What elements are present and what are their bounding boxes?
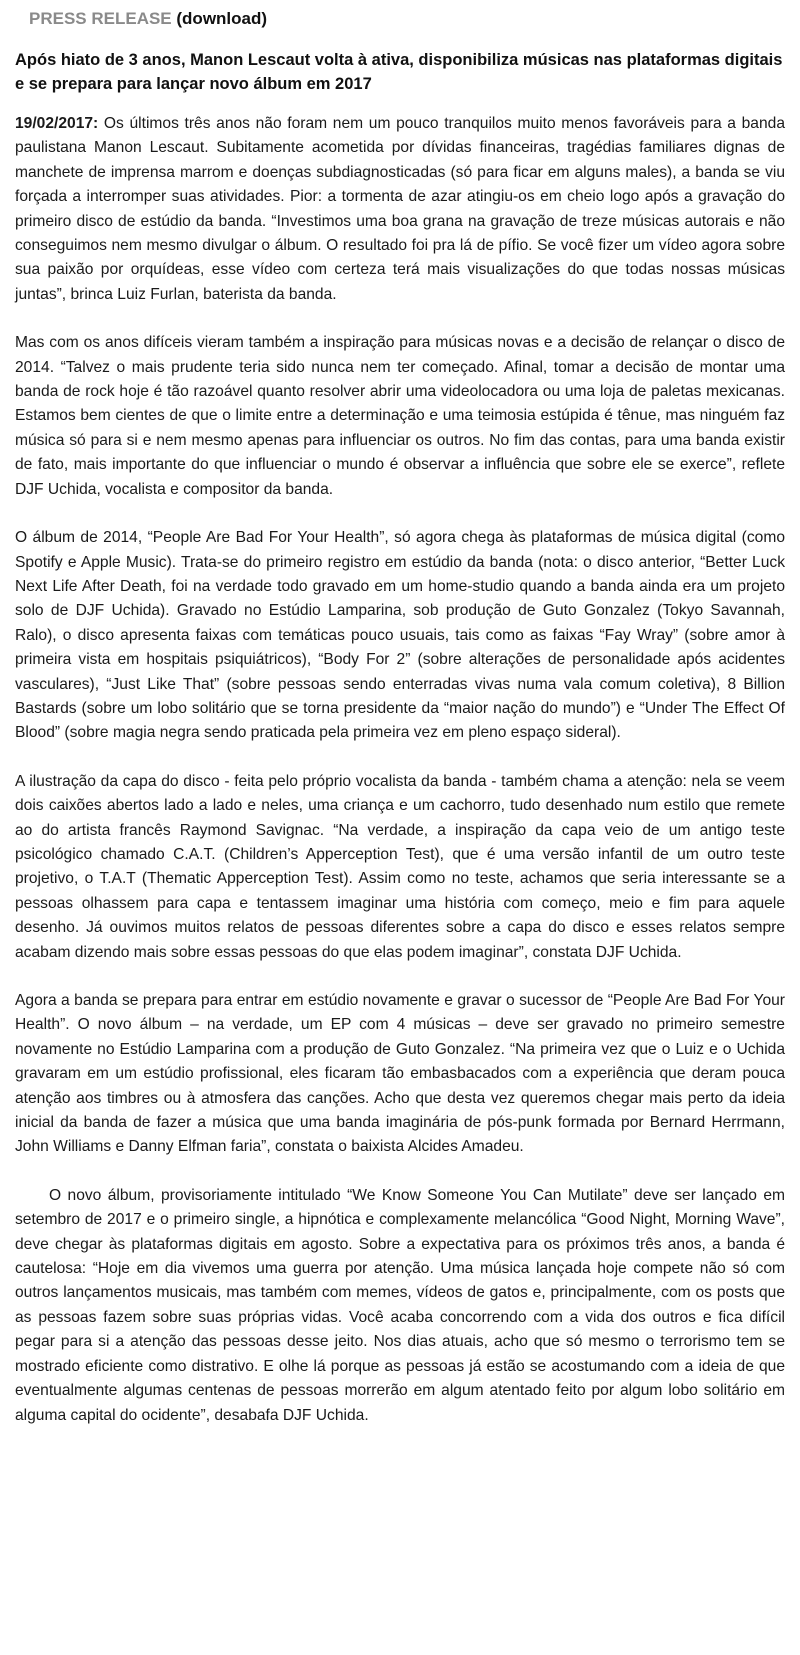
paragraph-4: A ilustração da capa do disco - feita pelo próprio vocalista da banda - também chama a atenção: nela se veem dois caixões abertos lado a lado e neles, uma criança e um cachorro, tudo desenhado num estilo que remete ao do artista francês Raymond Savignac. “Na verdade, a inspiração da capa veio de um antigo teste psicológico chamado C.A.T. (Children’s Apperception Test), que é uma versão infantil de um outro teste projetivo, o T.A.T (Thematic Apperception Test). Assim como no teste, achamos que seria interessante se a pessoas olhassem para capa e tentassem imaginar uma história com começo, meio e fim para aquele desenho. Já ouvimos muitos relatos de pessoas diferentes sobre a capa do disco e esses relatos sempre acabam dizendo mais sobre essas pessoas do que elas podem imaginar”, constata DJF Uchida. bbox=[15, 772, 785, 961]
release-date: 19/02/2017: bbox=[15, 115, 99, 132]
paragraph-6: O novo álbum, provisoriamente intitulado “We Know Someone You Can Mutilate” deve ser lançado em setembro de 2017 e o primeiro single, a hipnótica e complexamente melancólica “Good Night, Morning Wave”, deve chegar às plataformas digitais em agosto. Sobre a expectativa para os próximos três anos, a banda é cautelosa: “Hoje em dia vivemos uma guerra por atenção. Uma música lançada hoje compete não só com outros lançamentos musicais, mas também com memes, vídeos de gatos e, principalmente, com os posts que as pessoas fazem sobre suas próprias vidas. Você acaba concorrendo com a vida dos outros e fica difícil pegar para si a atenção das pessoas desse jeito. Nos dias atuais, acho que só mesmo o terrorismo tem se mostrado eficiente como distrativo. E olhe lá porque as pessoas já estão se acostumando com a ideia de que eventualmente algumas centenas de pessoas morrerão em algum atentado feito por algum lobo solitário em alguma capital do ocidente”, desabafa DJF Uchida. bbox=[15, 1186, 785, 1424]
paragraph-2: Mas com os anos difíceis vieram também a inspiração para músicas novas e a decisão de relançar o disco de 2014. “Talvez o mais prudente teria sido nunca nem ter começado. Afinal, tomar a decisão de montar uma banda de rock hoje é tão razoável quanto resolver abrir uma videolocadora ou uma loja de paletas mexicanas. Estamos bem cientes de que o limite entre a determinação e uma teimosia estúpida é tênue, mas ninguém faz música só para si e nem mesmo apenas para influenciar os outros. No fim das contas, para uma banda existir de fato, mais importante do que influenciar o mundo é observar a influência que sobre ele se exerce”, reflete DJF Uchida, vocalista e compositor da banda. bbox=[15, 334, 785, 498]
paragraph-3: O álbum de 2014, “People Are Bad For Your Health”, só agora chega às plataformas de música digital (como Spotify e Apple Music). Trata-se do primeiro registro em estúdio da banda (nota: o disco anterior, “Better Luck Next Life After Death, foi na verdade todo gravado em um home-studio quando a banda ainda era um projeto solo de DJF Uchida). Gravado no Estúdio Lamparina, sob produção de Guto Gonzalez (Tokyo Savannah, Ralo), o disco apresenta faixas com temáticas pouco usuais, tais como as faixas “Fay Wray” (sobre amor à primeira vista em hospitais psiquiátricos), “Body For 2” (sobre alterações de personalidade após acidentes vasculares), “Just Like That” (sobre pessoas sendo enterradas vivas numa vala comum coletiva), 8 Billion Bastards (sobre um lobo solitário que se torna presidente da “maior nação do mundo”) e “Under The Effect Of Blood” (sobre magia negra sendo praticada pela primeira vez em pleno espaço sideral). bbox=[15, 529, 785, 742]
download-link[interactable]: (download) bbox=[176, 9, 268, 28]
headline: Após hiato de 3 anos, Manon Lescaut volta à ativa, disponibiliza músicas nas plataformas digitais e se prepara para lançar novo álbum em 2017 bbox=[15, 51, 783, 93]
paragraph-5: Agora a banda se prepara para entrar em estúdio novamente e gravar o sucessor de “People Are Bad For Your Health”. O novo álbum – na verdade, um EP com 4 músicas – deve ser gravado no primeiro semestre novamente no Estúdio Lamparina com a produção de Guto Gonzalez. “Na primeira vez que o Luiz e o Uchida gravaram em um estúdio profissional, eles ficaram tão embasbacados com a experiência que deram pouca atenção aos timbres ou à atmosfera das canções. Acho que desta vez queremos chegar mais perto da ideia inicial da banda de fazer a música que uma banda imaginária de pós-punk formada por Bernard Herrmann, John Williams e Danny Elfman faria”, constata o baixista Alcides Amadeu. bbox=[15, 992, 785, 1156]
paragraph-1-text: Os últimos três anos não foram nem um pouco tranquilos muito menos favoráveis para a banda paulistana Manon Lescaut. Subitamente acometida por dívidas financeiras, tragédias familiares dignas de manchete de imprensa marrom e doenças subdiagnosticadas (só para ficar em alguns males), a banda se viu forçada a interromper suas atividades. Pior: a tormenta de azar atingiu-os em cheio logo após a gravação do primeiro disco de estúdio da banda. “Investimos uma boa grana na gravação de treze músicas autorais e não conseguimos nem mesmo divulgar o álbum. O resultado foi pra lá de pífio. Se você fizer um vídeo agora sobre sua paixão por orquídeas, esse vídeo com certeza terá mais visualizações do que todas nossas músicas juntas”, brinca Luiz Furlan, baterista da banda. bbox=[15, 115, 785, 303]
press-release-header bbox=[29, 8, 785, 30]
press-release-label: PRESS RELEASE bbox=[29, 9, 172, 28]
paragraph-1 bbox=[15, 112, 785, 307]
